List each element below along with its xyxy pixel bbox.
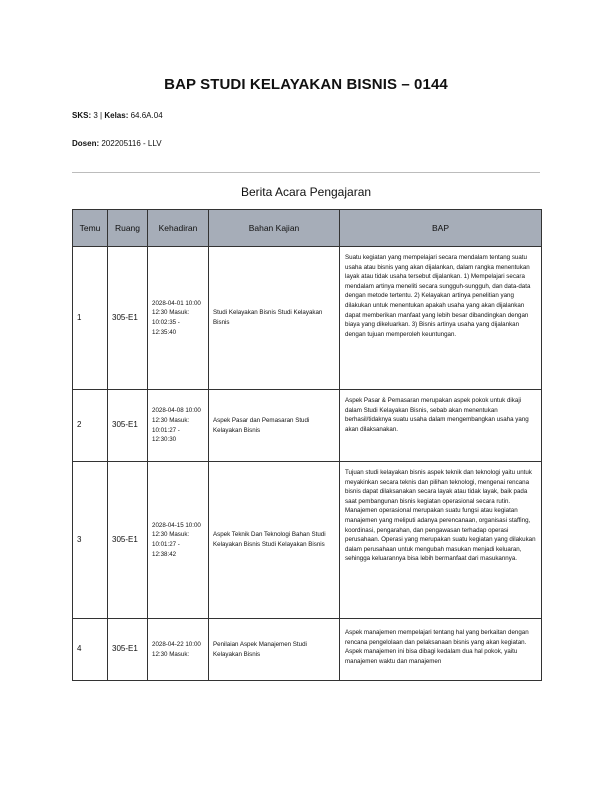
- cell-ruang: 305-E1: [108, 390, 148, 462]
- cell-temu: 4: [73, 619, 108, 681]
- table-row: [73, 247, 542, 390]
- kelas-label: Kelas:: [104, 111, 129, 120]
- cell-bap: Aspek manajemen mempelajari tentang hal yang berkaitan dengan rencana pengelolaan dan pelaksanaan bisnis yang akan kegiatan. Aspek manajemen ini bisa dibagi kedalam dua hal pokok, yaitu manajemen waktu dan manajemen: [340, 619, 542, 681]
- header-ruang: Ruang: [108, 210, 148, 247]
- table-row: [73, 619, 542, 681]
- cell-temu: 3: [73, 462, 108, 619]
- cell-bahan-kajian: Penilaian Aspek Manajemen Studi Kelayakan Bisnis: [209, 619, 340, 681]
- section-title: Berita Acara Pengajaran: [240, 185, 372, 199]
- header-bap: BAP: [340, 210, 542, 247]
- table-row: [73, 462, 542, 619]
- table-header-row: [73, 210, 542, 247]
- cell-temu: 2: [73, 390, 108, 462]
- cell-kehadiran: 2028-04-08 10:00 12:30 Masuk: 10:01:27 - 12:30:30: [148, 390, 209, 462]
- teaching-record-table: [72, 209, 542, 681]
- cell-bahan-kajian: Studi Kelayakan Bisnis Studi Kelayakan Bisnis: [209, 247, 340, 390]
- cell-bap: Suatu kegiatan yang mempelajari secara mendalam tentang suatu usaha atau bisnis yang akan dijalankan, dalam rangka menentukan layak atau tidak usaha tersebut dijalankan. 1) Mempelajari secara mendalam artinya meneliti secara sungguh-sungguh, dan data-data dengan metode tertentu. 2) Kelayakan artinya penelitian yang dilakukan untuk menentukan apakah usaha yang akan dijalankan dapat memberikan manfaat yang lebih besar dibandingkan dengan biaya yang dikeluarkan. 3) Bisnis artinya usaha yang dijalankan dengan tujuan memperoleh keuntungan.: [340, 247, 542, 390]
- divider: [72, 172, 540, 173]
- cell-bahan-kajian: Aspek Teknik Dan Teknologi Bahan Studi Kelayakan Bisnis Studi Kelayakan Bisnis: [209, 462, 340, 619]
- course-info-line: [72, 111, 163, 120]
- dosen-label: Dosen:: [72, 139, 100, 148]
- dosen-value: 202205116 - LLV: [101, 139, 162, 148]
- lecturer-info-line: [72, 139, 162, 148]
- cell-kehadiran: 2028-04-22 10:00 12:30 Masuk:: [148, 619, 209, 681]
- table-row: [73, 390, 542, 462]
- cell-ruang: 305-E1: [108, 619, 148, 681]
- cell-kehadiran: 2028-04-01 10:00 12:30 Masuk: 10:02:35 - 12:35:40: [148, 247, 209, 390]
- cell-bap: Tujuan studi kelayakan bisnis aspek teknik dan teknologi yaitu untuk meyakinkan secara teknis dan pilihan teknologi, mengenai rencana bisnis dapat dilaksanakan secara layak atau tidak layak, baik pada saat pembangunan bisnis kegiatan operasional secara rutin. Manajemen operasional merupakan suatu fungsi atau kegiatan manajemen yang meliputi adanya perencanaan, organisasi staffing, koordinasi, pengarahan, dan pengawasan terhadap operasi perusahaan. Operasi yang merupakan suatu kegiatan yang dilakukan dalam perusahaan untuk mengubah masukan menjadi keluaran, sehingga keluarannya bisa lebih bermanfaat dari masukannya.: [340, 462, 542, 619]
- cell-ruang: 305-E1: [108, 462, 148, 619]
- separator: |: [100, 111, 103, 120]
- cell-temu: 1: [73, 247, 108, 390]
- header-temu: Temu: [73, 210, 108, 247]
- cell-kehadiran: 2028-04-15 10:00 12:30 Masuk: 10:01:27 - 12:38:42: [148, 462, 209, 619]
- document-title: BAP STUDI KELAYAKAN BISNIS – 0144: [164, 76, 448, 93]
- sks-label: SKS:: [72, 111, 92, 120]
- cell-bahan-kajian: Aspek Pasar dan Pemasaran Studi Kelayakan Bisnis: [209, 390, 340, 462]
- cell-bap: Aspek Pasar & Pemasaran merupakan aspek pokok untuk dikaji dalam Studi Kelayakan Bisnis, sebab akan menentukan berhasil/tidaknya suatu usaha dalam mengembangkan usaha yang akan dilaksanakan.: [340, 390, 542, 462]
- header-bahan-kajian: Bahan Kajian: [209, 210, 340, 247]
- header-kehadiran: Kehadiran: [148, 210, 209, 247]
- sks-value: 3: [93, 111, 98, 120]
- cell-ruang: 305-E1: [108, 247, 148, 390]
- kelas-value: 64.6A.04: [130, 111, 163, 120]
